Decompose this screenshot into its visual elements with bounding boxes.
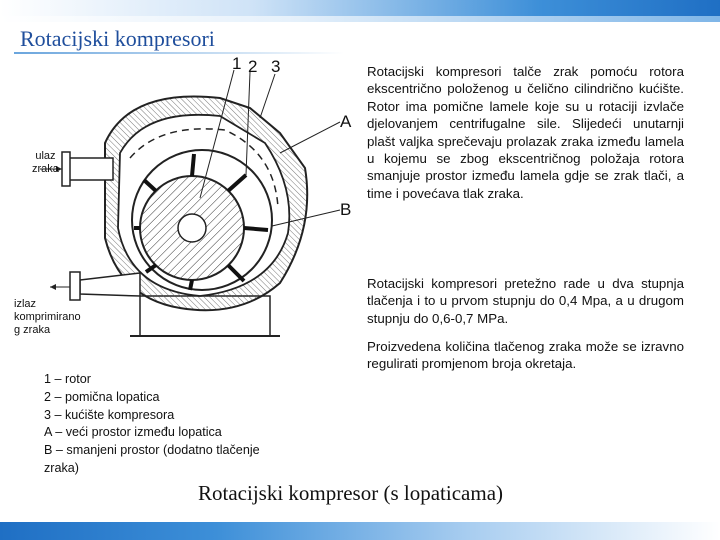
inlet-label: ulaz zraka: [32, 150, 59, 175]
legend-item: zraka): [44, 460, 79, 475]
top-decorative-band: [0, 0, 720, 22]
figure-caption: Rotacijski kompresor (s lopaticama): [198, 481, 504, 505]
diagram-legend: [44, 371, 260, 478]
legend-item: 2 – pomična lopatica: [44, 389, 160, 404]
description-paragraph-1: Rotacijski kompresori talče zrak pomoću rotora ekscentrično položenog u čelično cilindrično kućište. Rotor ima pomične lamele koje su u rotaciji izvlače djelovanjem centrifugalne sile. Slijedeći unutarnji plašt valjka sprečevaju prolazak zraka između lamela u kojemu se zbog ekscentričnog položaja rotora smanjuje prostor između lamela gdje se zrak tlači, a time i povećava tlak zraka.: [367, 64, 684, 201]
legend-item: A – veći prostor između lopatica: [44, 425, 222, 440]
marker-2: 2: [248, 57, 258, 76]
outlet-pipe: [80, 273, 140, 296]
marker-3: 3: [271, 57, 281, 76]
slide-title: Rotacijski kompresori: [20, 26, 215, 51]
marker-1: 1: [232, 54, 242, 73]
marker-a: A: [340, 112, 352, 131]
outlet-label: izlaz komprimirano g zraka: [14, 298, 81, 336]
compressor-diagram: [10, 54, 355, 378]
inlet-pipe: [68, 158, 113, 180]
title-underline: [14, 52, 344, 54]
bottom-decorative-band: [0, 522, 720, 540]
description-paragraph-2: Rotacijski kompresori pretežno rade u dva stupnja tlačenja i to u prvom stupnju do 0,4 Mpa, a u drugom stupnju do 0,6-0,7 MPa.: [367, 276, 684, 326]
marker-b: B: [340, 200, 352, 219]
legend-item: B – smanjeni prostor (dodatno tlačenje: [44, 443, 260, 458]
legend-item: 1 – rotor: [44, 372, 91, 386]
description-paragraph-3: Proizvedena količina tlačenog zraka može se izravno regulirati promjenom broja okretaja.: [367, 339, 684, 372]
legend-item: 3 – kućište kompresora: [44, 407, 175, 422]
